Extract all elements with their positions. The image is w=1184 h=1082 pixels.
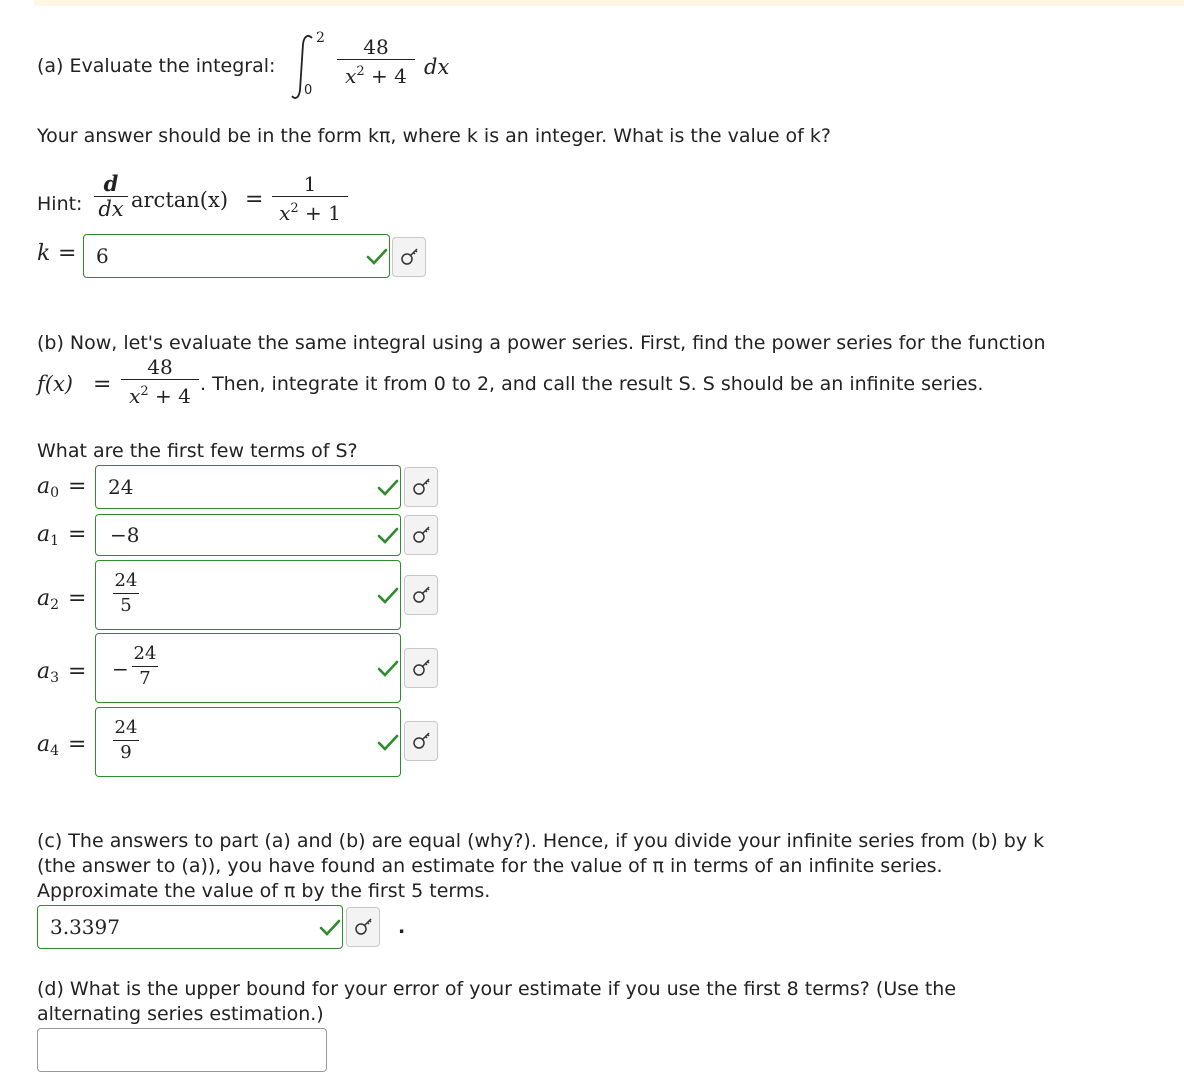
key-button-a3[interactable] [404,648,438,688]
answer-field-a1[interactable] [95,514,401,556]
key-icon [412,586,432,604]
part-c-line2: (the answer to (a)), you have found an estimate for the value of π in terms of an infinite series. [37,855,943,877]
k-equals: = [58,241,77,266]
term-label-a3: $a_3$ [37,659,60,686]
part-c-line3: Approximate the value of π by the first 5 terms. [37,880,491,902]
answer-value-a2: 24 5 [114,570,138,616]
k-answer-value: 6 [96,244,109,268]
top-banner [34,0,1184,6]
integral-differential: dx [424,55,450,79]
answer-field-a0[interactable] [95,465,401,509]
answer-sign-a3: − [112,657,129,681]
integral-upper-limit: 2 [316,30,325,46]
checkmark-icon [377,527,399,545]
answer-field-a2[interactable] [95,560,401,630]
term-label-a1: $a_1$ [37,522,60,549]
key-icon [412,732,432,750]
term-equals-a4: = [68,732,87,757]
pi-estimate-field[interactable] [37,905,343,949]
answer-field-a3[interactable] [95,633,401,703]
term-equals-a2: = [68,586,87,611]
key-button-k[interactable] [392,237,426,277]
part-c-period: . [398,916,406,938]
key-icon [412,659,432,677]
key-icon [412,478,432,496]
checkmark-icon [319,919,341,937]
f-fraction: 48 $x^2 + 4$ [121,355,199,408]
key-icon [354,918,374,936]
answer-value-a0: 24 [108,475,134,499]
integral-lower-limit: 0 [304,83,313,98]
term-equals-a0: = [68,474,87,499]
part-a-prompt: (a) Evaluate the integral: [37,55,276,77]
term-label-a2: $a_2$ [37,586,60,613]
term-equals-a1: = [68,522,87,547]
part-b-line1: (b) Now, let's evaluate the same integral using a power series. First, find the power series for the function [37,332,1046,354]
key-button-a4[interactable] [404,721,438,761]
part-a-form-text: Your answer should be in the form kπ, where k is an integer. What is the value of k? [37,125,831,147]
hint-arctan: arctan(x) [131,188,229,212]
k-label: k [37,241,51,266]
checkmark-icon [377,587,399,605]
key-button-a1[interactable] [404,515,438,555]
k-answer-field[interactable] [83,234,390,278]
integrand-fraction [337,35,415,88]
hint-label: Hint: [37,193,83,215]
answer-value-a1: −8 [110,523,140,547]
key-button-a2[interactable] [404,575,438,615]
checkmark-icon [377,479,399,497]
checkmark-icon [377,734,399,752]
part-d-line1: (d) What is the upper bound for your error of your estimate if you use the first 8 terms? (Use the [37,978,957,1000]
error-bound-input[interactable] [37,1028,327,1072]
checkmark-icon [366,248,388,266]
integrand-denominator: $x^2 + 4$ [345,64,407,88]
part-b-line2: . Then, integrate it from 0 to 2, and call the result S. S should be an infinite series. [200,373,984,395]
integrand-numerator: 48 [363,35,389,59]
hint-equals: = [245,187,264,212]
part-d-line2: alternating series estimation.) [37,1003,324,1025]
answer-field-a4[interactable] [95,707,401,777]
key-button-a0[interactable] [404,467,438,507]
key-button-pi[interactable] [346,907,380,947]
term-label-a0: $a_0$ [37,474,60,501]
answer-value-a4: 24 9 [114,717,138,763]
term-equals-a3: = [68,659,87,684]
answer-value-a3: 24 7 [133,643,157,689]
part-c-line1: (c) The answers to part (a) and (b) are equal (why?). Hence, if you divide your infinite series from (b) by k [37,830,1045,852]
key-icon [400,248,420,266]
term-label-a4: $a_4$ [37,732,60,759]
f-label: f(x) [37,372,74,396]
part-b-question: What are the first few terms of S? [37,440,358,462]
hint-derivative-operator: d dx [94,172,128,221]
key-icon [412,526,432,544]
hint-rhs-fraction: 1 $x^2 + 1$ [272,172,348,225]
pi-estimate-value: 3.3397 [50,915,120,939]
f-equals: = [93,372,112,397]
checkmark-icon [377,660,399,678]
